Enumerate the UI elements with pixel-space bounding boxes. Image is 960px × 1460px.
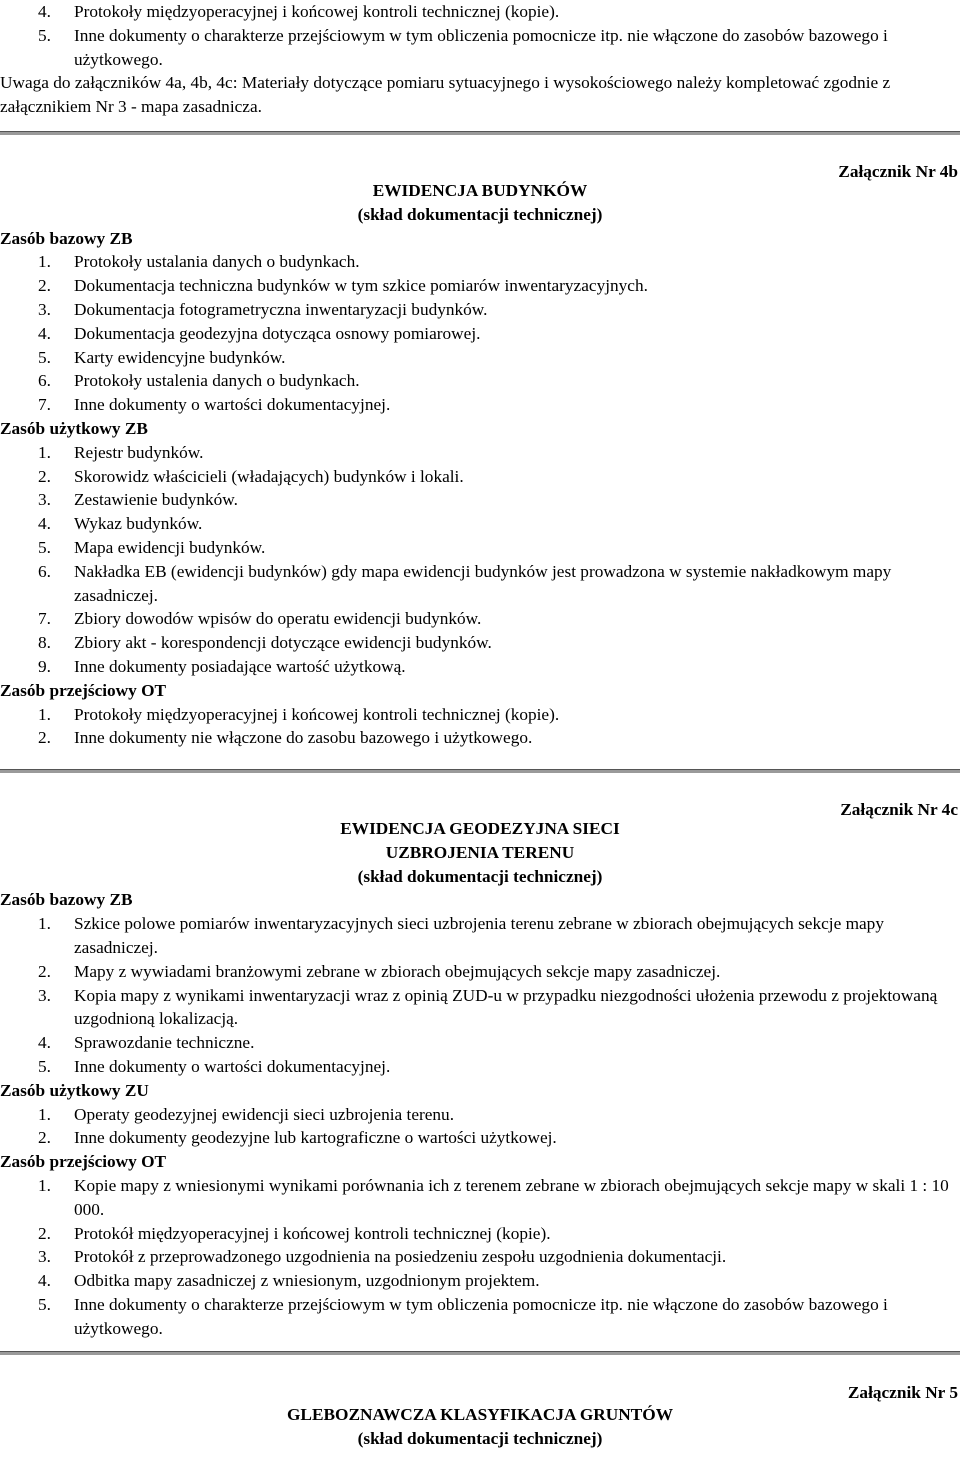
item-number: 1. [38, 704, 51, 724]
item-number: 1. [38, 1175, 51, 1195]
group-heading: Zasób użytkowy ZB [0, 418, 148, 438]
item-text: Protokół z przeprowadzonego uzgodnienia na posiedzeniu zespołu uzgodnienia dokumentacji. [74, 1247, 727, 1267]
section-title: EWIDENCJA BUDYNKÓW [372, 180, 588, 200]
list-item [0, 393, 960, 417]
item-text: Operaty geodezyjnej ewidencji sieci uzbrojenia terenu. [74, 1104, 455, 1124]
annex-5-section [0, 1355, 960, 1455]
item-number: 6. [38, 371, 51, 391]
section-subtitle: (skład dokumentacji technicznej) [357, 866, 603, 886]
list-item [0, 250, 960, 274]
item-number: 4. [38, 514, 51, 534]
item-text: Inne dokumenty geodezyjne lub kartograficzne o wartości użytkowej. [74, 1128, 557, 1148]
top-list [0, 0, 960, 119]
list-item [0, 24, 960, 72]
group-heading: Zasób bazowy ZB [0, 890, 133, 910]
list-item [0, 1055, 960, 1079]
list-item [0, 1174, 960, 1222]
group-heading: Zasób przejściowy OT [0, 1152, 167, 1172]
item-text: Kopia mapy z wynikami inwentaryzacji wraz z opinią ZUD-u w przypadku niezgodności ułożenia przewodu z projektowaną uzgodnioną lokalizacją. [74, 985, 938, 1029]
list-item [0, 512, 960, 536]
list-item [0, 1222, 960, 1246]
list-item [0, 607, 960, 631]
item-number: 4. [38, 323, 51, 343]
item-text: Inne dokumenty nie włączone do zasobu bazowego i użytkowego. [74, 728, 533, 748]
item-text: Karty ewidencyjne budynków. [74, 347, 286, 367]
item-text: Protokół międzyoperacyjnej i końcowej kontroli technicznej (kopie). [74, 1223, 551, 1243]
section-title: EWIDENCJA GEODEZYJNA SIECI [340, 818, 620, 838]
item-number: 3. [38, 985, 51, 1005]
section-title: GLEBOZNAWCZA KLASYFIKACJA GRUNTÓW [286, 1404, 673, 1424]
item-text: Kopie mapy z wniesionymi wynikami porównania ich z terenem zebrane w zbiorach obejmujących sekcje mapy w skali 1 : 10 000. [74, 1175, 949, 1219]
list-item [0, 298, 960, 322]
item-text: Wykaz budynków. [74, 514, 203, 534]
item-number: 7. [38, 395, 51, 415]
list-item [0, 322, 960, 346]
section-title-line2: UZBROJENIA TERENU [385, 842, 575, 862]
section-subtitle: (skład dokumentacji technicznej) [357, 1428, 603, 1448]
item-number: 5. [38, 537, 51, 557]
group-heading: Zasób bazowy ZB [0, 228, 133, 248]
list-item [0, 274, 960, 298]
list-item [0, 703, 960, 727]
annex-4c-section [0, 773, 960, 1343]
annex-label: Załącznik Nr 4c [840, 799, 958, 819]
item-text: Dokumentacja techniczna budynków w tym szkice pomiarów inwentaryzacyjnych. [74, 276, 648, 296]
item-number: 6. [38, 561, 51, 581]
list-item [0, 1103, 960, 1127]
list-item [0, 1031, 960, 1055]
list-item [0, 560, 960, 608]
list-item [0, 655, 960, 679]
item-text: Protokoły ustalania danych o budynkach. [74, 252, 360, 272]
item-text: Inne dokumenty o wartości dokumentacyjnej. [74, 395, 391, 415]
list-item [0, 536, 960, 560]
list-item [0, 1293, 960, 1341]
item-number: 1. [38, 442, 51, 462]
item-text: Sprawozdanie techniczne. [74, 1033, 255, 1053]
list-item [0, 631, 960, 655]
list-item [0, 1269, 960, 1293]
item-text: Dokumentacja geodezyjna dotycząca osnowy pomiarowej. [74, 323, 481, 343]
item-number: 3. [38, 299, 51, 319]
item-text: Protokoły ustalenia danych o budynkach. [74, 371, 360, 391]
item-text: Inne dokumenty o charakterze przejściowym w tym obliczenia pomocnicze itp. nie włączone do zasobów bazowego i użytkowego. [74, 1294, 888, 1338]
item-text: Protokoły międzyoperacyjnej i końcowej kontroli technicznej (kopie). [74, 704, 560, 724]
item-number: 4. [38, 1033, 51, 1053]
item-text: Mapy z wywiadami branżowymi zebrane w zbiorach obejmujących sekcje mapy zasadniczej. [74, 961, 721, 981]
item-text: Zbiory akt - korespondencji dotyczące ewidencji budynków. [74, 633, 492, 653]
list-item [0, 1245, 960, 1269]
section-subtitle: (skład dokumentacji technicznej) [357, 204, 603, 224]
item-text: Rejestr budynków. [74, 442, 204, 462]
list-item [0, 0, 960, 24]
item-text: Protokoły międzyoperacyjnej i końcowej kontroli technicznej (kopie). [74, 2, 560, 21]
annex-label: Załącznik Nr 5 [847, 1382, 958, 1402]
list-item [0, 465, 960, 489]
item-text: Mapa ewidencji budynków. [74, 537, 266, 557]
annex-4b-section [0, 135, 960, 755]
item-number: 7. [38, 609, 51, 629]
item-number: 5. [38, 25, 51, 45]
item-number: 5. [38, 1294, 51, 1314]
list-item [0, 369, 960, 393]
item-text: Zestawienie budynków. [74, 490, 238, 510]
item-number: 2. [38, 1223, 51, 1243]
item-number: 9. [38, 656, 51, 676]
item-number: 1. [38, 914, 51, 934]
item-text: Szkice polowe pomiarów inwentaryzacyjnych sieci uzbrojenia terenu zebrane w zbiorach obejmujących sekcje mapy zasadniczej. [74, 914, 884, 957]
list-item [0, 984, 960, 1032]
item-text: Zbiory dowodów wpisów do operatu ewidencji budynków. [74, 609, 482, 629]
item-number: 3. [38, 1247, 51, 1267]
item-number: 3. [38, 490, 51, 510]
item-text: Odbitka mapy zasadniczej z wniesionym, uzgodnionym projektem. [74, 1271, 540, 1291]
item-number: 2. [38, 466, 51, 486]
item-number: 1. [38, 1104, 51, 1124]
item-number: 5. [38, 1056, 51, 1076]
item-number: 8. [38, 633, 51, 653]
list-item [0, 346, 960, 370]
item-number: 2. [38, 728, 51, 748]
item-number: 2. [38, 276, 51, 296]
list-item [0, 960, 960, 984]
item-number: 5. [38, 347, 51, 367]
group-heading: Zasób użytkowy ZU [0, 1080, 149, 1100]
item-number: 2. [38, 1128, 51, 1148]
item-text: Skorowidz właścicieli (władających) budynków i lokali. [74, 466, 464, 486]
list-item [0, 441, 960, 465]
item-text: Nakładka EB (ewidencji budynków) gdy mapa ewidencji budynków jest prowadzona w systemie nakładkowym mapy zasadniczej. [74, 561, 892, 605]
group-heading: Zasób przejściowy OT [0, 680, 167, 700]
item-text: Inne dokumenty o charakterze przejściowym w tym obliczenia pomocnicze itp. nie włączone do zasobów bazowego i użytkowego. [74, 25, 888, 69]
list-item [0, 726, 960, 750]
item-number: 1. [38, 252, 51, 272]
list-item [0, 912, 960, 960]
annex-label: Załącznik Nr 4b [838, 161, 958, 181]
list-item [0, 1126, 960, 1150]
item-number: 2. [38, 961, 51, 981]
item-number: 4. [38, 2, 51, 21]
note-text: Uwaga do załączników 4a, 4b, 4c: Materiały dotyczące pomiaru sytuacyjnego i wysokościowego należy kompletować zgodnie z załącznikiem Nr 3 - mapa zasadnicza. [0, 73, 891, 117]
item-text: Inne dokumenty o wartości dokumentacyjnej. [74, 1056, 391, 1076]
item-number: 4. [38, 1271, 51, 1291]
item-text: Inne dokumenty posiadające wartość użytkową. [74, 656, 406, 676]
item-text: Dokumentacja fotogrametryczna inwentaryzacji budynków. [74, 299, 488, 319]
list-item [0, 488, 960, 512]
